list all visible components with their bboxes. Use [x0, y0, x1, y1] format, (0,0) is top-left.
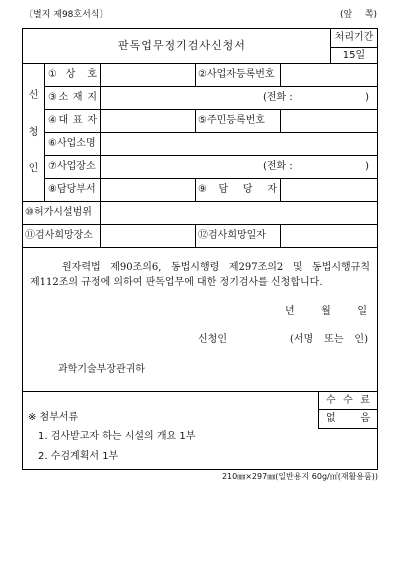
applicant-signature-label: 신청인	[198, 334, 227, 345]
attachment-item: 2. 수검계획서 1부	[38, 451, 119, 462]
addressee: 과학기술부장관귀하	[58, 364, 145, 375]
address-label: ③소 재 지	[48, 92, 97, 103]
phone-label: (전화 :	[263, 161, 293, 172]
contact-person-label: ⑨담 당 자	[198, 184, 277, 195]
applicant-side-char: 신	[28, 89, 39, 101]
applicant-side-char: 인	[28, 163, 39, 175]
inspection-date-label: ⑫검사희망일자	[198, 230, 266, 241]
resident-number-label: ⑤주민등록번호	[198, 115, 265, 126]
registration-number-label: ②사업자등록번호	[198, 69, 275, 80]
phone-label: (전화 :	[263, 92, 293, 103]
business-name-field[interactable]	[101, 64, 195, 86]
department-field[interactable]	[101, 179, 195, 201]
attachments-title: ※ 첨부서류	[28, 412, 79, 423]
department-label: ⑧담당부서	[48, 184, 96, 195]
processing-period-label: 처리기간	[334, 32, 374, 43]
business-site-field[interactable]	[101, 156, 377, 178]
address-phone	[263, 87, 369, 109]
attachment-item: 1. 검사받고자 하는 시설의 개요 1부	[38, 431, 196, 442]
office-name-label: ⑥사업소명	[48, 138, 96, 149]
statement-line: 제112조의 규정에 의하여 판독업무에 대한 정기검사를 신청합니다.	[30, 277, 323, 288]
inspection-date-field[interactable]	[281, 225, 377, 247]
phone-close-paren: )	[365, 161, 369, 172]
registration-number-field[interactable]	[281, 64, 377, 86]
table-rule	[23, 247, 377, 248]
application-form	[22, 28, 378, 470]
permitted-scope-label: ⑩허가시설범위	[25, 207, 92, 218]
paper-spec: 210㎜×297㎜(일반용지 60g/㎡(재활용품))	[221, 472, 378, 481]
fee-value: 없 음	[326, 413, 370, 424]
representative-field[interactable]	[101, 110, 195, 132]
form-number-label: 〔별지 제98호서식〕	[24, 10, 109, 20]
permitted-scope-field[interactable]	[101, 202, 377, 224]
address-field[interactable]	[101, 87, 377, 109]
signature-or-seal: (서명 또는 인)	[290, 334, 368, 345]
phone-close-paren: )	[365, 92, 369, 103]
site-phone	[263, 156, 369, 178]
processing-period-value: 15일	[342, 50, 366, 61]
applicant-side-label	[23, 64, 44, 201]
contact-person-field[interactable]	[281, 179, 377, 201]
form-title: 판독업무정기검사신청서	[118, 39, 246, 52]
fee-label: 수 수 료	[326, 395, 370, 406]
application-date: 년 월 일	[285, 306, 367, 317]
office-name-field[interactable]	[101, 133, 377, 155]
resident-number-field[interactable]	[281, 110, 377, 132]
business-site-label: ⑦사업장소	[48, 161, 96, 172]
inspection-place-field[interactable]	[101, 225, 195, 247]
representative-label: ④대 표 자	[48, 115, 97, 126]
applicant-side-char: 청	[28, 126, 39, 138]
table-rule	[318, 428, 377, 429]
statement-line: 원자력법 제90조의6, 동법시행령 제297조의2 및 동법시행규칙	[62, 262, 370, 273]
page-side-label: (앞 쪽)	[340, 10, 377, 20]
business-name-label: ①상 호	[48, 69, 97, 80]
inspection-place-label: ⑪검사희망장소	[25, 230, 93, 241]
